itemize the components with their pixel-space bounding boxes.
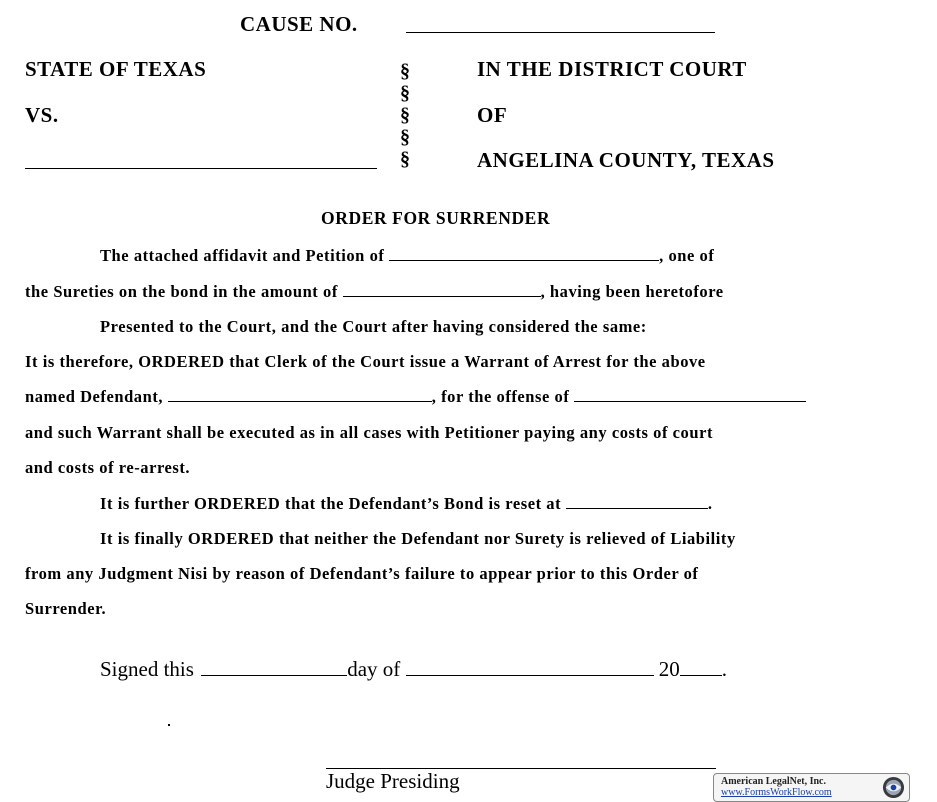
body-line-9: It is finally ORDERED that neither the Defendant nor Surety is relieved of Liability — [100, 529, 736, 548]
american-legalnet-badge — [713, 773, 910, 802]
month-blank[interactable] — [406, 659, 654, 676]
section-symbol-column — [400, 60, 420, 170]
state-of-texas: STATE OF TEXAS — [25, 57, 207, 81]
day-blank[interactable] — [201, 659, 347, 676]
signed-this-label: Signed this — [100, 657, 194, 681]
vs-label: VS. — [25, 103, 59, 127]
badge-company: American LegalNet, Inc. — [721, 776, 826, 787]
body-text: , having been heretofore — [540, 282, 724, 301]
body-text: . — [707, 494, 713, 513]
body-line-6: and such Warrant shall be executed as in all cases with Petitioner paying any costs of court — [25, 423, 713, 442]
year-blank[interactable] — [680, 659, 722, 676]
body-line-3: Presented to the Court, and the Court after having considered the same: — [100, 317, 647, 336]
body-text: , one of — [659, 246, 715, 265]
signed-line — [100, 657, 727, 682]
offense-blank[interactable] — [574, 387, 806, 402]
defendant-name-field[interactable] — [168, 387, 432, 402]
county-name: ANGELINA COUNTY, TEXAS — [477, 148, 775, 172]
body-line-10: from any Judgment Nisi by reason of Defendant’s failure to appear prior to this Order of — [25, 564, 699, 583]
document-title: ORDER FOR SURRENDER — [321, 208, 551, 228]
section-symbol: § — [400, 82, 410, 104]
body-line-11: Surrender. — [25, 599, 107, 618]
body-line-1 — [100, 246, 714, 266]
section-symbol: § — [400, 148, 410, 170]
section-symbol: § — [400, 104, 410, 126]
bond-amount-blank[interactable] — [343, 282, 541, 297]
stray-dot — [168, 724, 170, 726]
body-text: , for the offense of — [431, 387, 570, 406]
defendant-name-blank[interactable] — [25, 168, 377, 169]
court-name: IN THE DISTRICT COURT — [477, 57, 747, 81]
cause-number-label: CAUSE NO. — [240, 12, 358, 36]
body-line-7: and costs of re-arrest. — [25, 458, 191, 477]
body-line-8 — [100, 494, 713, 514]
judge-presiding-label: Judge Presiding — [326, 769, 460, 793]
globe-logo-icon — [882, 776, 905, 799]
body-line-4: It is therefore, ORDERED that Clerk of the Court issue a Warrant of Arrest for the above — [25, 352, 706, 371]
court-of: OF — [477, 103, 508, 127]
body-text: It is further ORDERED that the Defendant’s Bond is reset at — [100, 494, 562, 513]
badge-url[interactable]: www.FormsWorkFlow.com — [721, 787, 832, 798]
bond-reset-amount-blank[interactable] — [566, 494, 708, 509]
section-symbol: § — [400, 60, 410, 82]
body-line-5 — [25, 387, 806, 407]
year-prefix: 20 — [658, 657, 680, 681]
body-text: named Defendant, — [25, 387, 164, 406]
body-text: The attached affidavit and Petition of — [100, 246, 385, 265]
signed-period: . — [721, 657, 728, 681]
body-line-2 — [25, 282, 724, 302]
cause-number-blank[interactable] — [406, 32, 715, 33]
petitioner-name-blank[interactable] — [389, 246, 659, 261]
section-symbol: § — [400, 126, 410, 148]
body-text: the Sureties on the bond in the amount of — [25, 282, 338, 301]
day-of-label: day of — [347, 657, 401, 681]
